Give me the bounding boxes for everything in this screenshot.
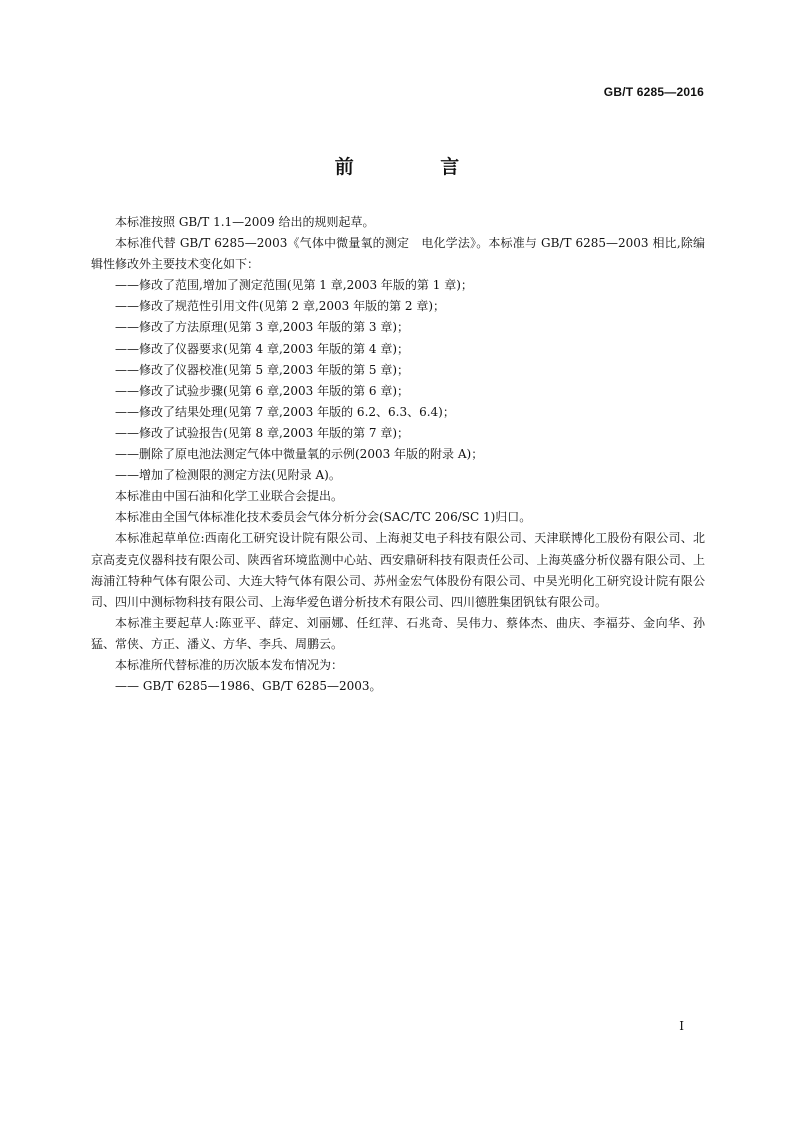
paragraph-replacement: 本标准代替 GB/T 6285—2003《气体中微量氧的测定 电化学法》。本标准与 GB/T 6285—2003 相比,除编辑性修改外主要技术变化如下： xyxy=(91,236,705,272)
change-item: ——修改了结果处理(见第 7 章,2003 年版的 6.2、6.3、6.4)； xyxy=(115,404,455,419)
change-item: ——修改了仪器校准(见第 5 章,2003 年版的第 5 章)； xyxy=(115,362,410,377)
page-number: I xyxy=(679,1019,684,1033)
change-item: ——增加了检测限的测定方法(见附录 A)。 xyxy=(115,468,341,483)
foreword-body xyxy=(91,212,705,697)
change-item: ——修改了规范性引用文件(见第 2 章,2003 年版的第 2 章)； xyxy=(115,299,446,314)
paragraph-drafting-rule: 本标准按照 GB/T 1.1—2009 给出的规则起草。 xyxy=(115,215,375,229)
paragraph-proposer: 本标准由中国石油和化学工业联合会提出。 xyxy=(115,489,344,504)
paragraph-drafters: 本标准主要起草人:陈亚平、薛定、刘丽娜、任红萍、石兆奇、吴伟力、蔡体杰、曲庆、李福芬、金向华、孙猛、常侠、方正、潘义、方华、李兵、周鹏云。 xyxy=(91,615,705,651)
document-code: GB/T 6285—2016 xyxy=(603,85,704,99)
change-item: ——修改了试验报告(见第 8 章,2003 年版的第 7 章)； xyxy=(115,425,410,440)
change-item: ——修改了试验步骤(见第 6 章,2003 年版的第 6 章)； xyxy=(115,383,410,398)
paragraph-history-intro: 本标准所代替标准的历次版本发布情况为： xyxy=(115,657,344,672)
page-title: 前 言 xyxy=(334,156,500,178)
paragraph-drafting-units: 本标准起草单位:西南化工研究设计院有限公司、上海昶艾电子科技有限公司、天津联博化工股份有限公司、北京高麦克仪器科技有限公司、陕西省环境监测中心站、西安鼎研科技有限责任公司、上海英盛分析仪器有限公司、上海浦江特种气体有限公司、大连大特气体有限公司、苏州金宏气体股份有限公司、中昊光明化工研究设计院有限公司、四川中测标物科技有限公司、上海华爱色谱分析技术有限公司、四川德胜集团钒钛有限公司。 xyxy=(91,531,705,609)
paragraph-centralized-unit: 本标准由全国气体标准化技术委员会气体分析分会(SAC/TC 206/SC 1)归口。 xyxy=(115,510,532,525)
change-item: ——修改了范围,增加了测定范围(见第 1 章,2003 年版的第 1 章)； xyxy=(115,278,473,293)
change-item: ——修改了仪器要求(见第 4 章,2003 年版的第 4 章)； xyxy=(115,341,410,356)
change-item: ——删除了原电池法测定气体中微量氧的示例(2003 年版的附录 A)； xyxy=(115,447,484,462)
history-item: —— GB/T 6285—1986、GB/T 6285—2003。 xyxy=(115,679,382,694)
change-item: ——修改了方法原理(见第 3 章,2003 年版的第 3 章)； xyxy=(115,320,410,335)
